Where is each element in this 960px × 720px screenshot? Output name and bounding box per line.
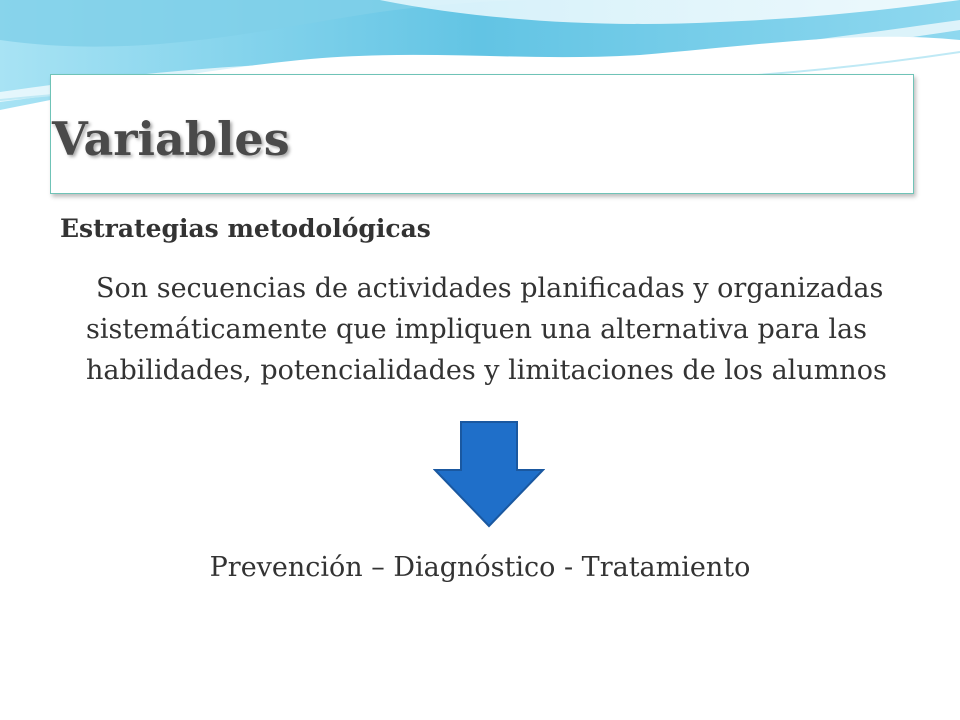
definition-paragraph: Son secuencias de actividades planificadas y organizadas sistemáticamente que impliquen una alternativa para las habilidades, potencialidades y limitaciones de los alumnos bbox=[86, 273, 887, 386]
slide-title: Variables bbox=[52, 112, 290, 166]
down-arrow-icon bbox=[433, 420, 545, 528]
process-steps-text: Prevención – Diagnóstico - Tratamiento bbox=[209, 552, 751, 583]
section-heading: Estrategias metodológicas bbox=[60, 214, 431, 243]
